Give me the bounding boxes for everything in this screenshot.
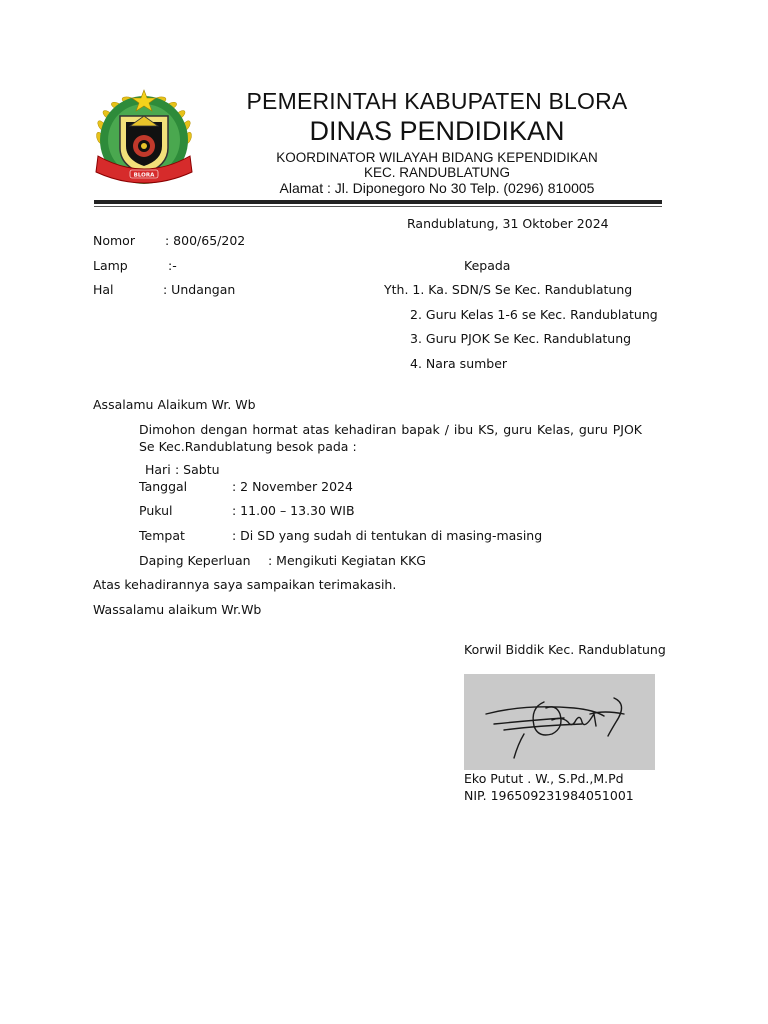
signatory-nip: NIP. 196509231984051001 xyxy=(464,788,634,803)
detail-label-tanggal: Tanggal xyxy=(139,479,188,494)
letterhead-rule-thin xyxy=(94,206,662,207)
recipient-line: 4. Nara sumber xyxy=(410,356,508,371)
letterhead-government: PEMERINTAH KABUPATEN BLORA xyxy=(246,88,628,114)
greeting: Assalamu Alaikum Wr. Wb xyxy=(93,397,256,412)
farewell-text: Wassalamu alaikum Wr.Wb xyxy=(93,602,262,617)
handwritten-signature xyxy=(464,674,655,770)
letterhead-department: DINAS PENDIDIKAN xyxy=(309,116,565,146)
nomor-value: : 800/65/202 xyxy=(165,233,246,248)
lamp-label: Lamp xyxy=(93,258,128,273)
hal-value: : Undangan xyxy=(163,282,236,297)
recipient-line: 3. Guru PJOK Se Kec. Randublatung xyxy=(410,331,632,346)
closing-text: Atas kehadirannya saya sampaikan terimakasih. xyxy=(93,577,397,592)
detail-value-pukul: : 11.00 – 13.30 WIB xyxy=(232,503,355,518)
recipients-heading: Kepada xyxy=(464,258,511,273)
letterhead-address: Alamat : Jl. Diponegoro No 30 Telp. (0296) 810005 xyxy=(279,180,595,196)
signatory-title: Korwil Biddik Kec. Randublatung xyxy=(464,642,666,657)
detail-value-tempat: : Di SD yang sudah di tentukan di masing-masing xyxy=(232,528,543,543)
detail-label-hari: Hari xyxy=(145,462,171,477)
letterhead-district: KEC. RANDUBLATUNG xyxy=(363,165,511,180)
recipient-line: 2. Guru Kelas 1-6 se Kec. Randublatung xyxy=(410,307,658,322)
detail-label-keperluan: Daping Keperluan xyxy=(139,553,251,568)
detail-value-keperluan: : Mengikuti Kegiatan KKG xyxy=(268,553,426,568)
letter-date: Randublatung, 31 Oktober 2024 xyxy=(407,216,609,231)
letterhead-rule-thick xyxy=(94,200,662,204)
lamp-value: :- xyxy=(168,258,177,273)
nomor-label: Nomor xyxy=(93,233,135,248)
detail-value-hari: : Sabtu xyxy=(175,462,220,477)
letterhead-coordinator: KOORDINATOR WILAYAH BIDANG KEPENDIDIKAN xyxy=(276,150,598,165)
blora-regency-emblem xyxy=(90,86,198,194)
detail-label-tempat: Tempat xyxy=(139,528,185,543)
signatory-name: Eko Putut . W., S.Pd.,M.Pd xyxy=(464,771,624,786)
emblem-blora-text: BLORA xyxy=(133,172,155,179)
hal-label: Hal xyxy=(93,282,114,297)
recipient-line: Yth. 1. Ka. SDN/S Se Kec. Randublatung xyxy=(384,282,633,297)
intro-paragraph: Dimohon dengan hormat atas kehadiran bapak / ibu KS, guru Kelas, guru PJOK Se Kec.Randublatung besok pada : xyxy=(139,422,642,454)
detail-value-tanggal: : 2 November 2024 xyxy=(232,479,353,494)
signature-image xyxy=(464,674,655,770)
detail-label-pukul: Pukul xyxy=(139,503,173,518)
